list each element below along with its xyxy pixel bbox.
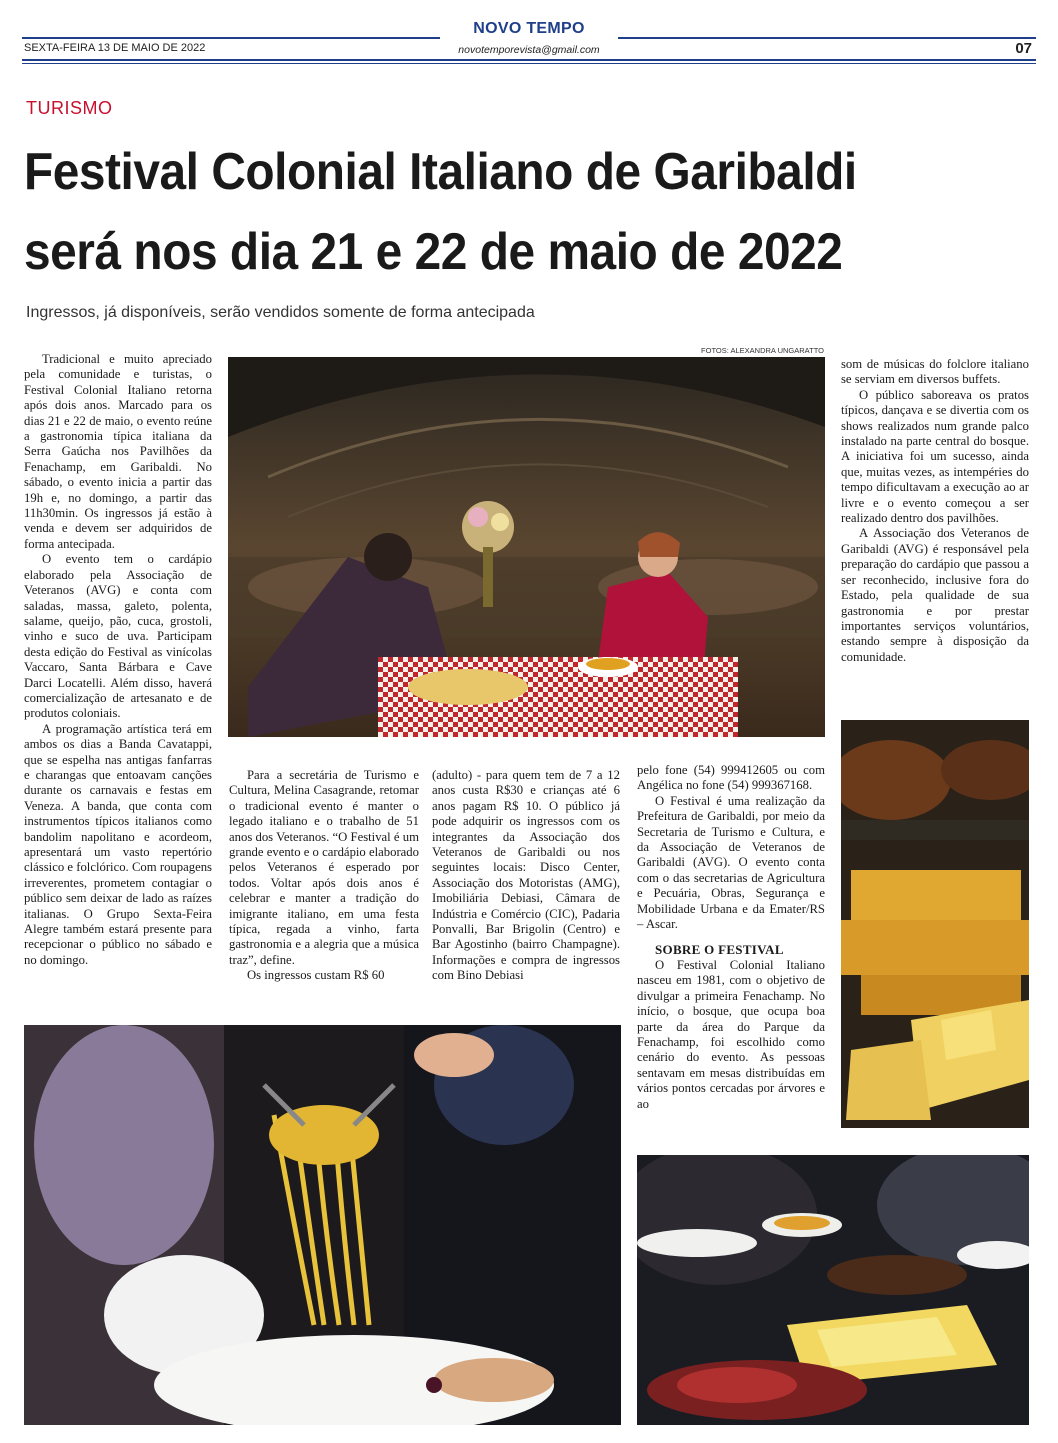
paragraph: Os ingressos custam R$ 60	[247, 968, 385, 983]
paragraph: A Associação dos Veteranos de Garibaldi (AVG) é responsável pela preparação do cardápio que passou a ser reconhecido, inclusive fora do Estado, pela qualidade de sua gastronomia e por prestar importantes serviços voluntários, estando sempre à disposição da comunidade.	[841, 526, 1029, 664]
header-rule-right	[618, 37, 1036, 39]
paragraph: A programação artística terá em ambos os dias a Banda Cavatappi, que se espelha nas antigas fanfarras e charangas que entoavam canções durante os carnavais e festas em Veneza. A banda, que conta com instrumentos típicos italianos como bandolim napolitano e acordeom, apresentará um vasto repertório clássico e folclórico. Com roupagens irreverentes, prometem contagiar o público sem deixar de lado as raízes italianas. O Grupo Sexta-Feira Alegre também estará presente para recepcionar o público no sábado e no domingo.	[24, 721, 212, 967]
header-rule-left	[22, 37, 440, 39]
article-column-1	[24, 352, 212, 968]
photo-buffet-table	[637, 1155, 1029, 1425]
subsection-heading: SOBRE O FESTIVAL	[655, 942, 784, 958]
paragraph: Para a secretária de Turismo e Cultura, Melina Casagrande, retomar o tradicional evento é manter o legado italiano e o trabalho de 51 anos dos Veteranos. “O Festival é um grande evento e o cardápio elaborado pelos Veteranos é esperado por todos. Voltar após dois anos é celebrar e manter a tradição do imigrante italiano, em uma festa típica, regada a vinho, farta gastronomia e a alegria que a música traz”, define.	[229, 768, 419, 967]
article-column-2	[229, 768, 419, 984]
headline-line-1: Festival Colonial Italiano de Garibaldi	[24, 143, 857, 201]
paragraph: som de músicas do folclore italiano se serviam em diversos buffets.	[841, 357, 1029, 387]
main-photo-buffet-hall	[228, 357, 825, 737]
paragraph: O Festival é uma realização da Prefeitura de Garibaldi, por meio da Secretaria de Turismo e Cultura, e da Associação de Veteranos de Garibaldi (AVG). O evento conta com o das secretarias de Agricultura e Pecuária, Obras, Segurança e Mobilidade Urbana e da Emater/RS – Ascar.	[637, 793, 825, 932]
photo-polenta-cheese	[841, 720, 1029, 1128]
headline	[24, 132, 953, 292]
headline-line-2: será nos dia 21 e 22 de maio de 2022	[24, 223, 843, 281]
paragraph: pelo fone (54) 999412605 ou com Angélica no fone (54) 999367168.	[637, 763, 825, 793]
subheadline: Ingressos, já disponíveis, serão vendidos somente de forma antecipada	[26, 304, 535, 321]
paragraph: O público saboreava os pratos típicos, dançava e se divertia com os shows realizados num grande palco instalado na parte central do bosque. A iniciativa foi um sucesso, ainda que, muitas vezes, as intempéries do tempo dificultavam a execução ao ar livre e o evento começou a ser realizado dentro dos pavilhões.	[841, 387, 1029, 526]
page-number: 07	[1015, 40, 1032, 57]
photo-credit: FOTOS: ALEXANDRA UNGARATTO	[701, 346, 824, 355]
article-column-4	[637, 763, 825, 1112]
header-divider-thin	[22, 63, 1036, 64]
paragraph: (adulto) - para quem tem de 7 a 12 anos custa R$30 e crianças até 6 anos pagam R$ 10. O público já pode adquirir os ingressos com os integrantes da Associação dos Veteranos de Garibaldi ou nos seguintes locais: Disco Center, Associação dos Motoristas (AMG), Imobiliária Debiasi, Câmara de Indústria e Comércio (CIC), Padaria Ponvalli, Bar Brigolin (Centro) e Bar Agostinho (bairro Champagne). Informações e compra de ingressos com Bino Debiasi	[432, 768, 620, 983]
header-divider	[22, 59, 1036, 61]
article-column-3	[432, 768, 620, 984]
article-column-5	[841, 357, 1029, 665]
paragraph: O evento tem o cardápio elaborado pela Associação de Veteranos (AVG) e conta com saladas, massa, galeto, polenta, salame, queijo, pão, cuca, grostoli, vinho e suco de uva. Participam desta edição do Festival as vinícolas Vaccaro, Santa Bárbara e Cave Darci Locatelli. Além disso, haverá comercialização de artesanato e de produtos coloniais.	[24, 552, 212, 721]
paragraph: Tradicional e muito apreciado pela comunidade e turistas, o Festival Colonial Italiano retorna após dois anos. Marcado para os dias 21 e 22 de maio, o evento reúne a gastronomia típica italiana da Serra Gaúcha nos Pavilhões da Fenachamp, em Garibaldi. No sábado, o evento inicia a partir das 19h e, no domingo, a partir das 11h30min. Os ingressos já estão à venda e devem ser adquiridos de forma antecipada.	[24, 352, 212, 551]
paragraph: O Festival Colonial Italiano nasceu em 1981, com o objetivo de divulgar a primeira Fenachamp. No início, o bosque, que ocupa boa parte da área do Parque da Fenachamp, foi escolhido como cenário do evento. As pessoas sentavam em mesas distribuídas em vários pontos cercadas por árvores e ao	[637, 957, 825, 1111]
section-label: TURISMO	[26, 98, 113, 118]
issue-date: SEXTA-FEIRA 13 DE MAIO DE 2022	[24, 42, 206, 54]
publication-name: NOVO TEMPO	[473, 20, 585, 37]
contact-email: novotemporevista@gmail.com	[458, 44, 600, 56]
photo-spaghetti-serving	[24, 1025, 621, 1425]
